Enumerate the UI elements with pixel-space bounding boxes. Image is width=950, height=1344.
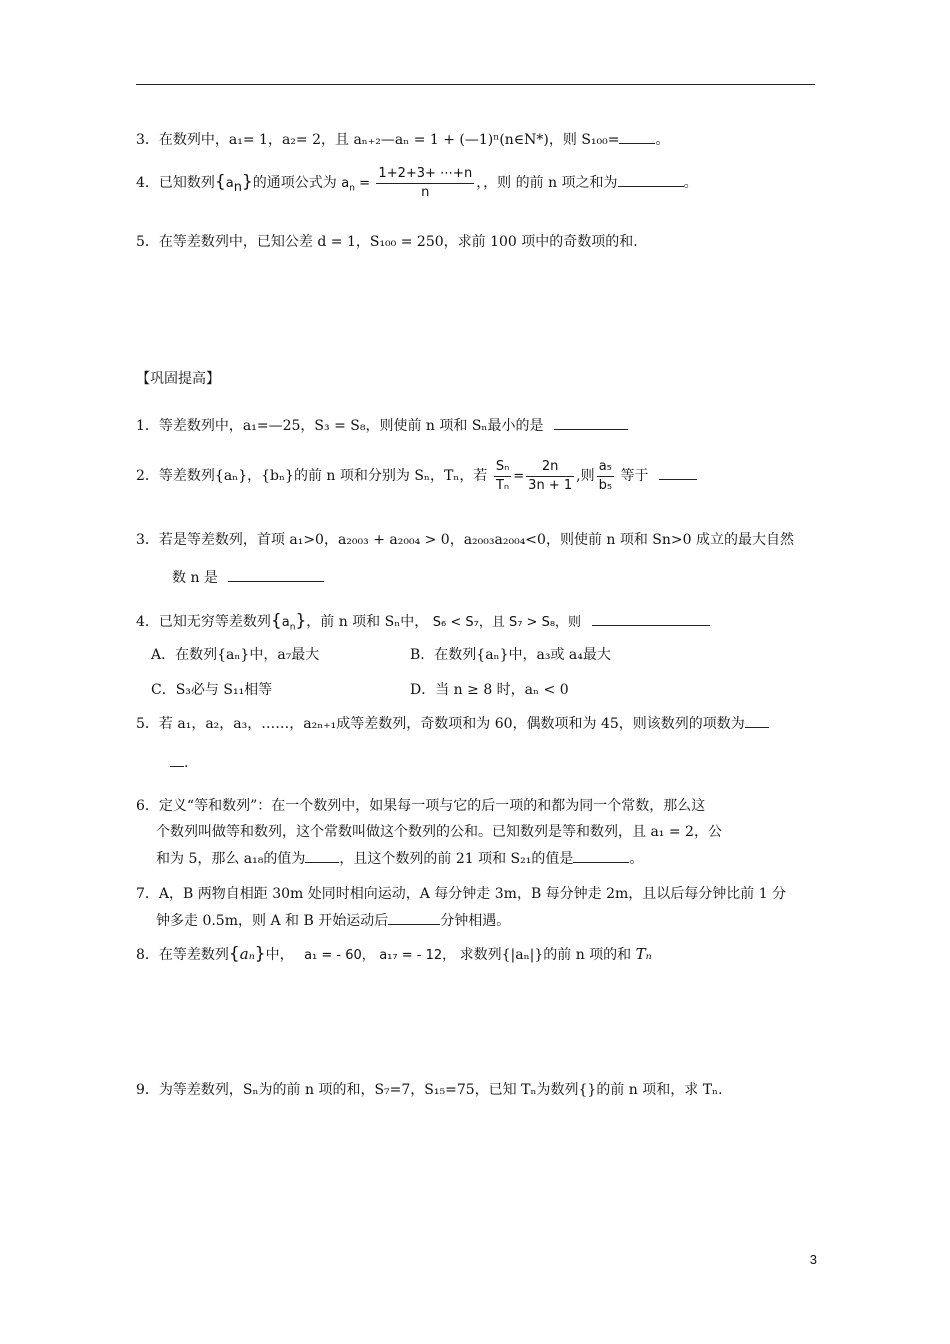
problem-3-text: 3．在数列中，a₁= 1，a₂= 2，且 aₙ₊₂—aₙ = 1 + (—1)ⁿ(n∈N*)，则 S₁₀₀= — [136, 132, 620, 148]
question-2-prefix: 2．等差数列{aₙ}，{bₙ}的前 n 项和分别为 Sₙ，Tₙ，若 — [136, 468, 488, 484]
problem-3-end: 。 — [655, 132, 670, 148]
problem-4-suffix: ，，则 的前 n 项之和为 — [476, 175, 618, 191]
question-7-prefix: 钟多走 0.5m，则 A 和 B 开始运动后 — [156, 913, 389, 929]
option-a: A．在数列{aₙ}中，a₇最大 — [151, 647, 320, 663]
question-2 — [136, 456, 697, 497]
question-5-end: . — [184, 755, 189, 771]
fraction-sn-tn — [494, 458, 511, 495]
denominator: 3n + 1 — [528, 477, 573, 493]
problem-4: 4．已知数列$\{a_n\}$的通项公式为 $a_n$ = $\frac{1+2+3+ \cdots+n}{n}$ ，，则 的前 n 项之和为 。 — [136, 165, 698, 200]
answer-blank — [228, 567, 324, 582]
sum-t-n: Tₙ — [635, 945, 652, 963]
answer-blank — [170, 752, 184, 767]
right-brace: } — [241, 172, 253, 192]
condition-a17: a₁₇ = - 12， — [379, 948, 456, 963]
option-c: C．S₃必与 S₁₁相等 — [151, 682, 273, 698]
question-5-line-1 — [136, 713, 769, 734]
question-4-condition: S₆ < S₇，且 S₇ > S₈，则 — [432, 615, 582, 630]
question-3-line-2 — [172, 567, 324, 588]
answer-blank — [619, 129, 655, 144]
fraction-denominator: n — [421, 184, 430, 200]
numerator: 2n — [526, 458, 574, 477]
question-2-suffix: 等于 — [620, 468, 649, 484]
question-2-middle: ,则 — [576, 468, 595, 484]
left-brace: { — [270, 611, 282, 631]
question-9: 9．为等差数列，Sₙ为的前 n 项的和，S₇=7，S₁₅=75，已知 Tₙ为数列{}的前 n 项和，求 Tₙ. — [136, 1082, 723, 1098]
question-6-line-1: 6．定义“等和数列”：在一个数列中，如果每一项与它的后一项的和都为同一个常数，那么这 — [136, 798, 706, 814]
answer-blank — [592, 611, 710, 626]
question-4-middle: ，前 n 项和 Sₙ中， — [306, 614, 429, 630]
left-brace: { — [228, 944, 240, 964]
question-7-line-2 — [156, 910, 510, 931]
denominator: b₅ — [598, 477, 613, 493]
option-d: D．当 n ≥ 8 时，aₙ < 0 — [410, 682, 569, 698]
question-7-suffix: 分钟相遇。 — [440, 913, 511, 929]
sequence-a-n: aₙ — [239, 945, 255, 963]
question-6-end: 。 — [629, 851, 644, 867]
sequence-a: $a_n$ — [281, 615, 296, 633]
left-brace: { — [214, 172, 226, 192]
question-6-line-2: 个数列叫做等和数列，这个常数叫做这个数列的公和。已知数列是等和数列，且 a₁ = 2，公 — [156, 824, 722, 840]
question-3-text: 数 n 是 — [172, 570, 218, 586]
question-6-middle: ，且这个数列的前 21 项和 S₂₁的值是 — [339, 851, 574, 867]
numerator: a₅ — [597, 458, 614, 477]
right-brace: } — [295, 611, 307, 631]
question-5-line-2 — [170, 752, 188, 773]
problem-4-prefix: 4．已知数列 — [136, 175, 215, 191]
question-5-text: 5．若 a₁，a₂，a₃，……，a₂ₙ₊₁成等差数列，奇数项和为 60，偶数项和为 45，则该数列的项数为 — [136, 716, 745, 732]
option-b: B．在数列{aₙ}中，a₃或 a₄最大 — [410, 647, 611, 663]
equals-sign: = — [513, 469, 525, 484]
fraction-numerator: 1+2+3+ ⋯+n — [376, 165, 474, 184]
question-4 — [136, 611, 710, 638]
section-title: 【巩固提高】 — [136, 371, 220, 387]
fraction-a5-b5 — [597, 458, 614, 495]
question-8 — [136, 938, 652, 972]
answer-blank — [573, 848, 629, 863]
numerator: Sₙ — [494, 458, 511, 477]
question-8-prefix: 8．在等差数列 — [136, 947, 229, 963]
question-8-suffix: 求数列{|aₙ|}的前 n 项的和 — [459, 947, 632, 963]
header-rule — [136, 84, 815, 85]
problem-4-end: 。 — [683, 175, 698, 191]
question-6-line-3 — [156, 848, 643, 869]
answer-blank — [618, 172, 684, 187]
problem-4-middle: 的通项公式为 — [252, 175, 337, 191]
problem-5: 5．在等差数列中，已知公差 d = 1，S₁₀₀ = 250，求前 100 项中的奇数项的和. — [136, 234, 638, 250]
denominator: Tₙ — [495, 477, 510, 493]
condition-a1: a₁ = - 60， — [304, 948, 375, 963]
page-number: 3 — [809, 1252, 817, 1267]
fraction-2n — [526, 458, 574, 495]
question-3-line-1: 3．若是等差数列，首项 a₁>0，a₂₀₀₃ + a₂₀₀₄ > 0，a₂₀₀₃a₂₀₀₄<0，则使前 n 项和 Sn>0 成立的最大自然 — [136, 532, 795, 548]
answer-blank — [305, 848, 339, 863]
problem-3 — [136, 129, 669, 150]
question-1-text: 1．等差数列中，a₁=—25，S₃ = S₈，则使前 n 项和 Sₙ最小的是 — [136, 418, 544, 434]
answer-blank — [388, 910, 440, 925]
question-6-prefix: 和为 5，那么 a₁₈的值为 — [156, 851, 306, 867]
answer-blank — [659, 465, 697, 480]
sequence-a: a — [225, 176, 234, 191]
question-7-line-1: 7．A，B 两物自相距 30m 处同时相向运动，A 每分钟走 3m，B 每分钟走 2m，且以后每分钟比前 1 分 — [136, 886, 787, 902]
question-8-middle: 中， — [265, 947, 294, 963]
answer-blank — [554, 415, 628, 430]
right-brace: } — [254, 944, 266, 964]
a-n-symbol: $a_n$ = — [341, 176, 370, 194]
question-1 — [136, 415, 628, 436]
question-4-prefix: 4．已知无穷等差数列 — [136, 614, 271, 630]
answer-blank — [745, 713, 769, 728]
fraction — [376, 165, 474, 202]
